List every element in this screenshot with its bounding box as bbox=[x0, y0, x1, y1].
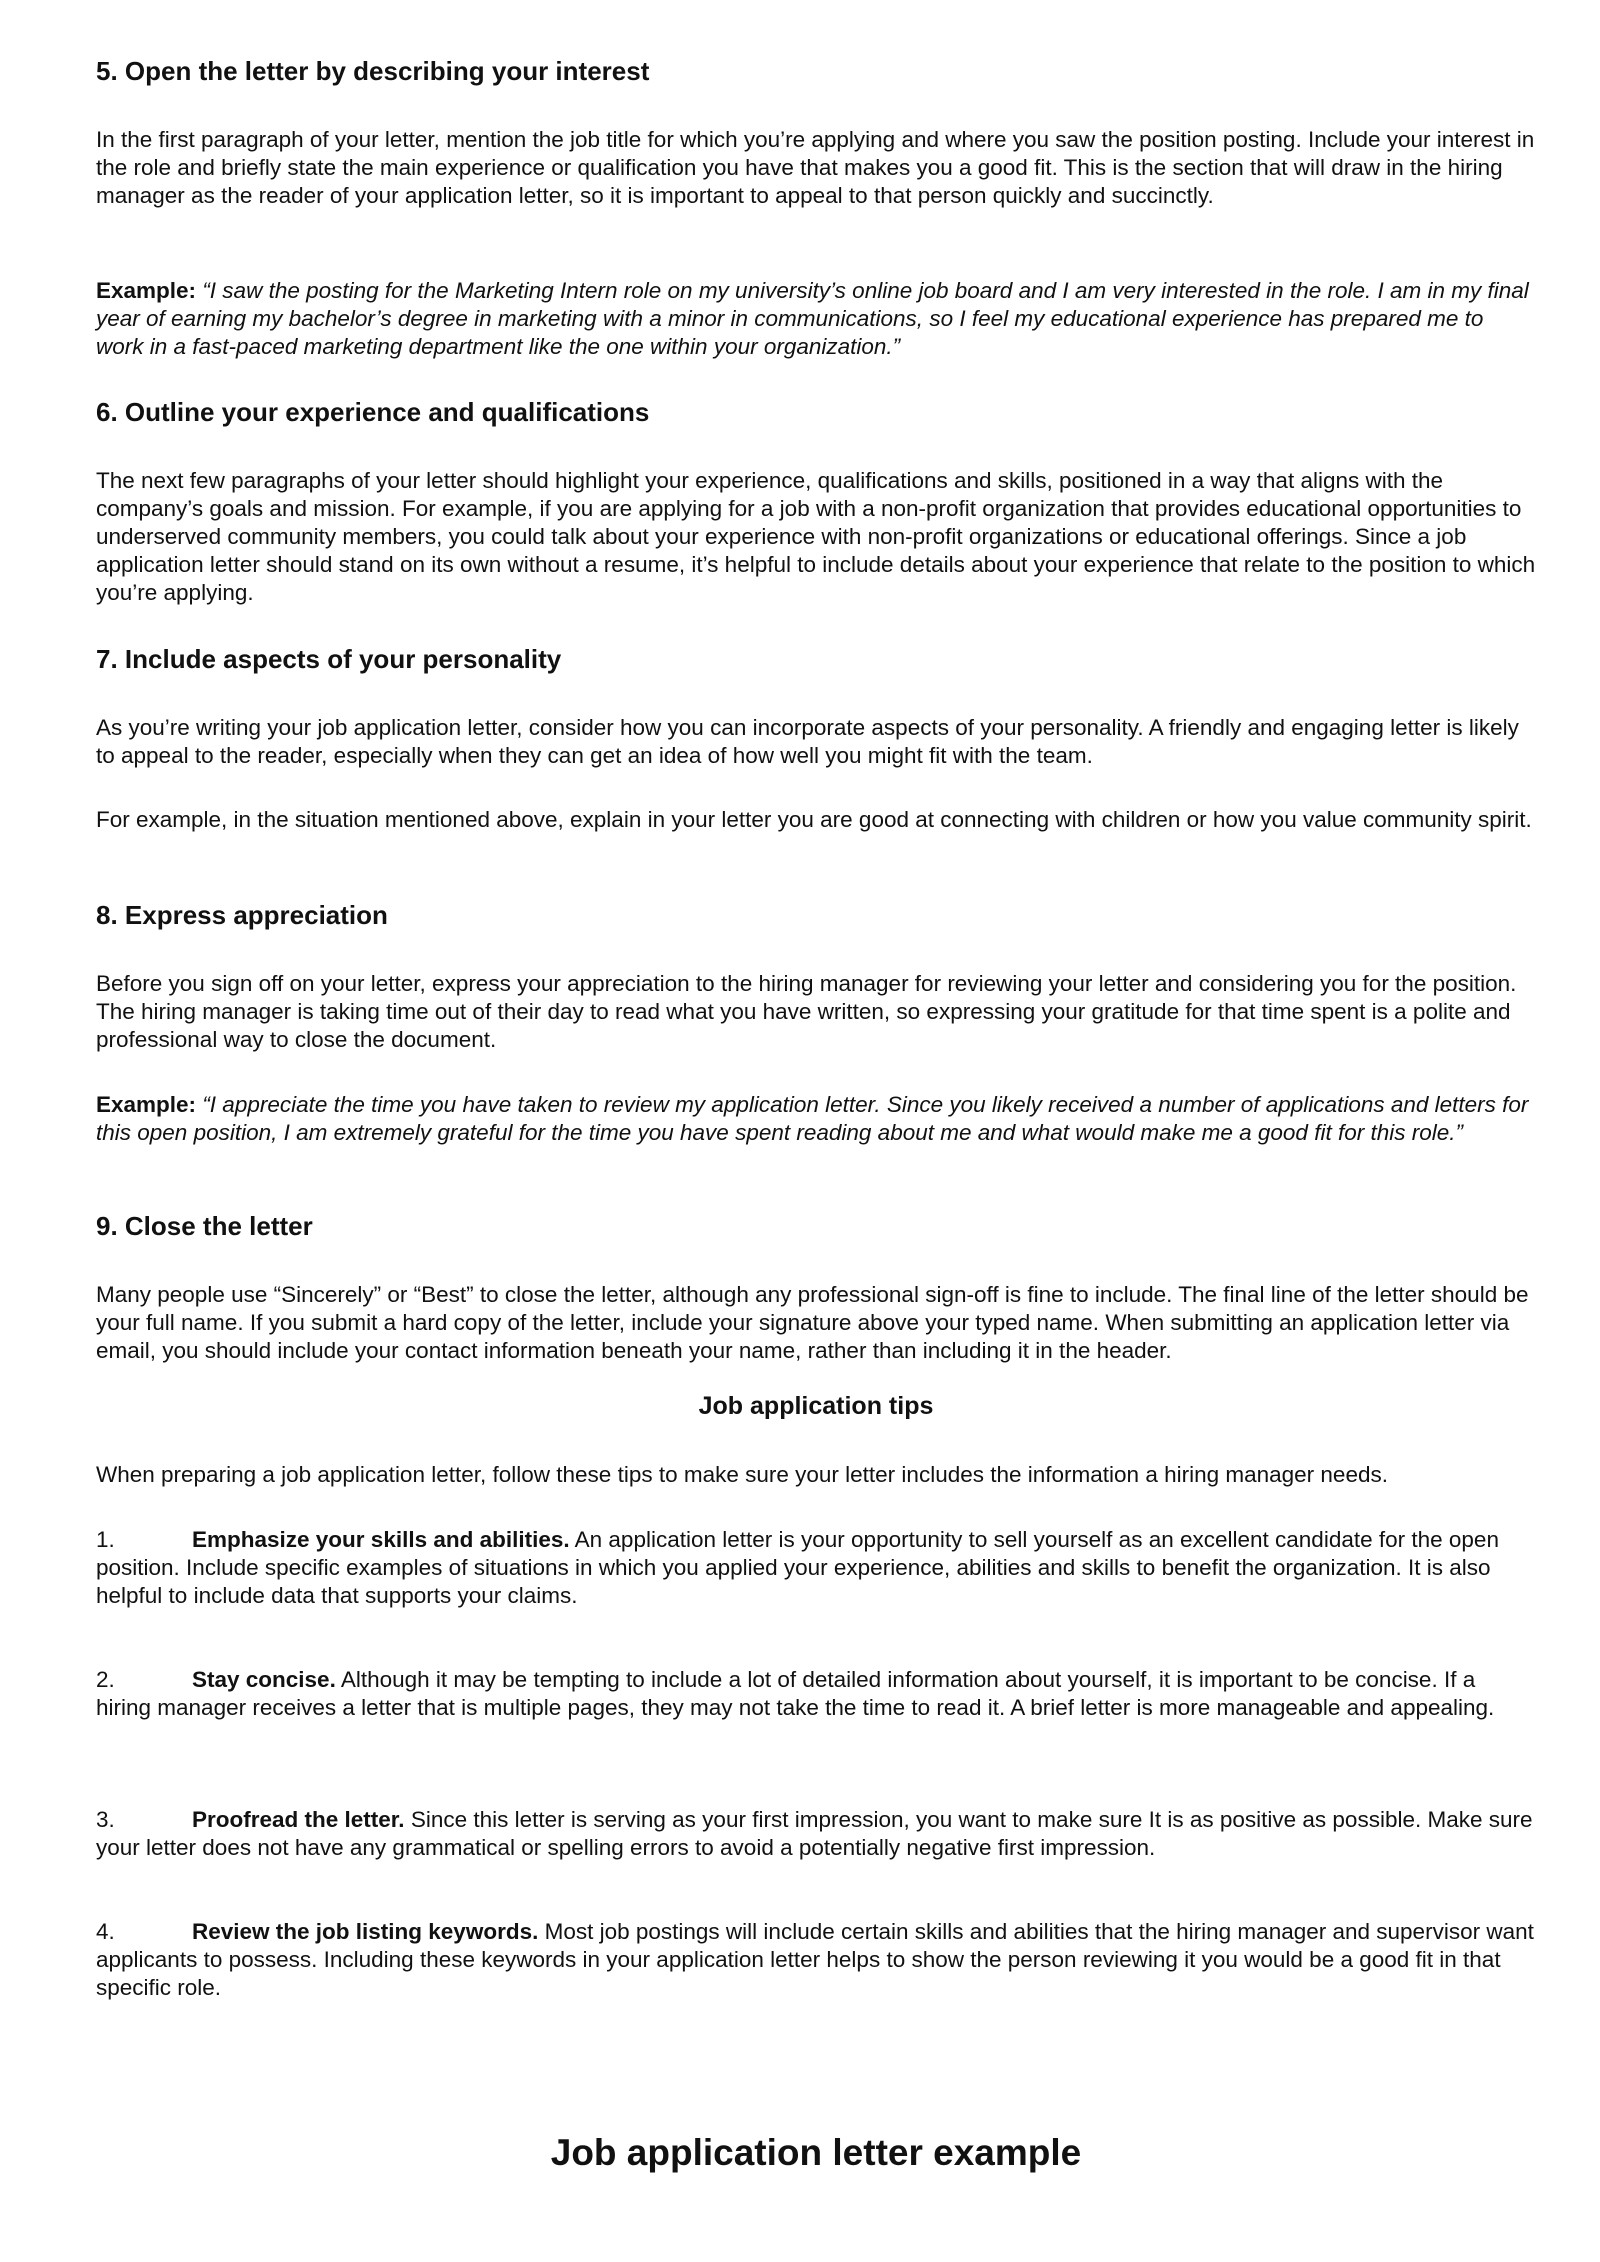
tip-text: An application letter is your opportunity to sell yourself as an excellent candidate for the open position. Include specific examples of situations in which you applied your experience, abilities and skills to benefit the organization. It is also helpful to include data that supports your claims. bbox=[96, 1527, 1499, 1608]
tip-number: 3. bbox=[96, 1807, 115, 1832]
section-9-body: Many people use “Sincerely” or “Best” to close the letter, although any professional sign-off is fine to include. The final line of the letter should be your full name. If you submit a hard copy of the letter, include your signature above your typed name. When submitting an application letter via email, you should include your contact information beneath your name, rather than including it in the header. bbox=[96, 1282, 1529, 1363]
letter-example-title: Job application letter example bbox=[550, 2132, 1082, 2173]
section-7-body: As you’re writing your job application letter, consider how you can incorporate aspects of your personality. A friendly and engaging letter is likely to appeal to the reader, especially when they can get an idea of how well you might fit with the team. bbox=[96, 715, 1519, 768]
tip-item bbox=[96, 1806, 1536, 1862]
tips-heading: Job application tips bbox=[698, 1392, 934, 1420]
section-8-heading: 8. Express appreciation bbox=[96, 900, 388, 930]
tip-item bbox=[96, 1666, 1536, 1722]
tips-intro: When preparing a job application letter, follow these tips to make sure your letter includes the information a hiring manager needs. bbox=[96, 1462, 1388, 1487]
section-7-heading: 7. Include aspects of your personality bbox=[96, 644, 562, 674]
example-text: “I saw the posting for the Marketing Intern role on my university’s online job board and I am very interested in the role. I am in my final year of earning my bachelor’s degree in marketing with a minor in communications, so I feel my educational experience has prepared me to work in a fast-paced marketing department like the one within your organization.” bbox=[96, 278, 1529, 359]
section-5-example bbox=[96, 277, 1536, 361]
tip-item bbox=[96, 1526, 1536, 1610]
section-5-heading: 5. Open the letter by describing your interest bbox=[96, 56, 650, 86]
section-8-body: Before you sign off on your letter, express your appreciation to the hiring manager for reviewing your letter and considering you for the position. The hiring manager is taking time out of their day to read what you have written, so expressing your gratitude for that time spent is a polite and professional way to close the document. bbox=[96, 971, 1517, 1052]
tip-item bbox=[96, 1918, 1536, 2002]
tip-number: 4. bbox=[96, 1919, 115, 1944]
tip-text: Since this letter is serving as your first impression, you want to make sure It is as positive as possible. Make sure your letter does not have any grammatical or spelling errors to avoid a potentially negative first impression. bbox=[96, 1807, 1533, 1860]
section-6-body: The next few paragraphs of your letter should highlight your experience, qualifications and skills, positioned in a way that aligns with the company’s goals and mission. For example, if you are applying for a job with a non-profit organization that provides educational opportunities to underserved community members, you could talk about your experience with non-profit organizations or educational offerings. Since a job application letter should stand on its own without a resume, it’s helpful to include details about your experience that relate to the position to which you’re applying. bbox=[96, 468, 1536, 605]
tip-title: Review the job listing keywords. bbox=[192, 1919, 539, 1944]
section-5-body: In the first paragraph of your letter, mention the job title for which you’re applying and where you saw the position posting. Include your interest in the role and briefly state the main experience or qualification you have that makes you a good fit. This is the section that will draw in the hiring manager as the reader of your application letter, so it is important to appeal to that person quickly and succinctly. bbox=[96, 127, 1535, 208]
tip-number: 1. bbox=[96, 1527, 115, 1552]
section-6-heading: 6. Outline your experience and qualifications bbox=[96, 397, 650, 427]
tip-title: Stay concise. bbox=[192, 1667, 336, 1692]
section-8-example bbox=[96, 1091, 1536, 1147]
tip-title: Emphasize your skills and abilities. bbox=[192, 1527, 570, 1552]
tip-text: Most job postings will include certain skills and abilities that the hiring manager and supervisor want applicants to possess. Including these keywords in your application letter helps to show the person reviewing it you would be a good fit in that specific role. bbox=[96, 1919, 1534, 2000]
tip-title: Proofread the letter. bbox=[192, 1807, 405, 1832]
example-label: Example: bbox=[96, 1092, 197, 1117]
example-label: Example: bbox=[96, 278, 197, 303]
section-7-body-2: For example, in the situation mentioned above, explain in your letter you are good at connecting with children or how you value community spirit. bbox=[96, 807, 1532, 832]
tip-number: 2. bbox=[96, 1667, 115, 1692]
section-9-heading: 9. Close the letter bbox=[96, 1211, 313, 1241]
tip-text: Although it may be tempting to include a lot of detailed information about yourself, it is important to be concise. If a hiring manager receives a letter that is multiple pages, they may not take the time to read it. A brief letter is more manageable and appealing. bbox=[96, 1667, 1495, 1720]
example-text: “I appreciate the time you have taken to review my application letter. Since you likely received a number of applications and letters for this open position, I am extremely grateful for the time you have spent reading about me and what would make me a good fit for this role.” bbox=[96, 1092, 1529, 1145]
